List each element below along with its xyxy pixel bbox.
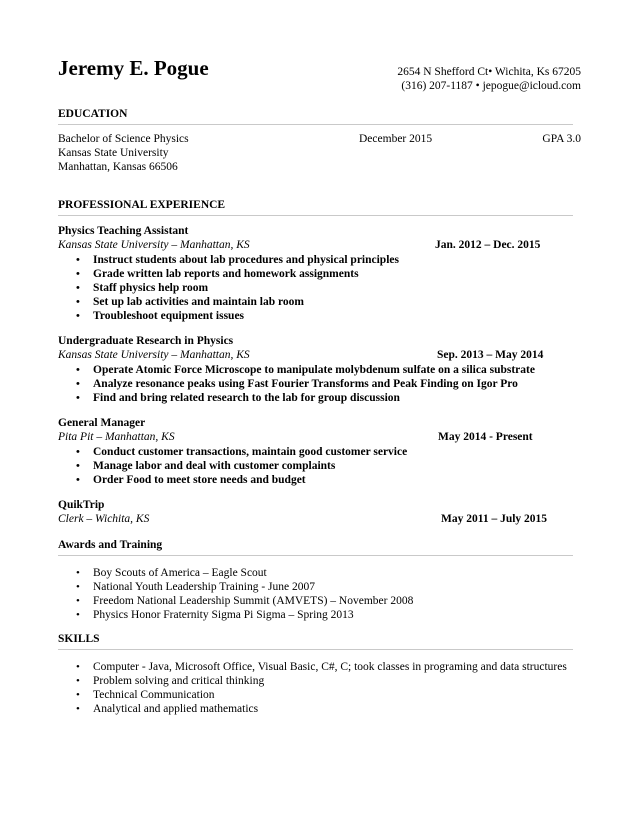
experience-heading: PROFESSIONAL EXPERIENCE (58, 199, 573, 216)
bullet-icon: • (76, 282, 80, 294)
list-item: • Staff physics help room (76, 282, 209, 294)
list-item: • Set up lab activities and maintain lab room (76, 296, 304, 308)
skills-heading: SKILLS (58, 633, 573, 650)
job-bullet-list (76, 363, 535, 405)
job-org: Pita Pit – Manhattan, KS (58, 431, 175, 443)
awards-list (76, 566, 414, 622)
bullet-icon: • (76, 595, 80, 607)
bullet-icon: • (76, 581, 80, 593)
gpa: GPA 3.0 (542, 133, 581, 145)
job-bullet-list (76, 253, 399, 323)
job-title: General Manager (58, 417, 146, 429)
list-item: • Computer - Java, Microsoft Office, Visual Basic, C#, C; took classes in programing and data structures (76, 661, 567, 673)
bullet-icon: • (76, 689, 80, 701)
bullet-icon: • (76, 268, 80, 280)
bullet-icon: • (76, 392, 80, 404)
job-dates: May 2014 - Present (438, 431, 533, 443)
list-item: • Analyze resonance peaks using Fast Fourier Transforms and Peak Finding on Igor Pro (76, 378, 518, 390)
education-heading: EDUCATION (58, 108, 573, 125)
job-dates: Jan. 2012 – Dec. 2015 (435, 239, 541, 251)
list-item: • Operate Atomic Force Microscope to manipulate molybdenum sulfate on a silica substrate (76, 364, 535, 376)
awards-heading: Awards and Training (58, 539, 573, 556)
job-title: Physics Teaching Assistant (58, 225, 189, 237)
list-item: • Grade written lab reports and homework assignments (76, 268, 359, 280)
bullet-icon: • (76, 567, 80, 579)
job-title: Undergraduate Research in Physics (58, 335, 234, 347)
bullet-icon: • (76, 675, 80, 687)
list-item: • Troubleshoot equipment issues (76, 310, 245, 322)
list-item: • Find and bring related research to the lab for group discussion (76, 392, 400, 404)
bullet-icon: • (76, 609, 80, 621)
list-item: • Instruct students about lab procedures and physical principles (76, 254, 399, 266)
address: 2654 N Shefford Ct• Wichita, Ks 67205 (397, 66, 581, 78)
school-name: Kansas State University (58, 147, 169, 159)
list-item: • Technical Communication (76, 689, 215, 701)
job-org: Kansas State University – Manhattan, KS (58, 239, 250, 251)
bullet-icon: • (76, 378, 80, 390)
job-org: Kansas State University – Manhattan, KS (58, 349, 250, 361)
bullet-icon: • (76, 254, 80, 266)
skills-list (76, 660, 567, 716)
job-org: Clerk – Wichita, KS (58, 513, 150, 525)
bullet-icon: • (76, 460, 80, 472)
education-date: December 2015 (359, 133, 433, 145)
school-location: Manhattan, Kansas 66506 (58, 161, 178, 173)
bullet-icon: • (76, 446, 80, 458)
bullet-icon: • (76, 296, 80, 308)
bullet-icon: • (76, 661, 80, 673)
job-title: QuikTrip (58, 499, 105, 511)
list-item: • Order Food to meet store needs and budget (76, 474, 306, 486)
list-item: • Freedom National Leadership Summit (AMVETS) – November 2008 (76, 595, 414, 607)
list-item: • Manage labor and deal with customer complaints (76, 460, 336, 472)
bullet-icon: • (76, 703, 80, 715)
bullet-icon: • (76, 474, 80, 486)
bullet-icon: • (76, 310, 80, 322)
job-dates: Sep. 2013 – May 2014 (437, 349, 544, 361)
contact-info: (316) 207-1187 • jepogue@icloud.com (401, 80, 581, 92)
bullet-icon: • (76, 364, 80, 376)
job-dates: May 2011 – July 2015 (441, 513, 548, 525)
resume-name: Jeremy E. Pogue (58, 56, 209, 80)
list-item: • National Youth Leadership Training - June 2007 (76, 581, 316, 593)
list-item: • Physics Honor Fraternity Sigma Pi Sigma – Spring 2013 (76, 609, 354, 621)
list-item: • Boy Scouts of America – Eagle Scout (76, 567, 267, 579)
list-item: • Problem solving and critical thinking (76, 675, 265, 687)
degree: Bachelor of Science Physics (58, 133, 189, 145)
list-item: • Analytical and applied mathematics (76, 703, 259, 715)
list-item: • Conduct customer transactions, maintain good customer service (76, 446, 408, 458)
job-bullet-list (76, 445, 408, 487)
